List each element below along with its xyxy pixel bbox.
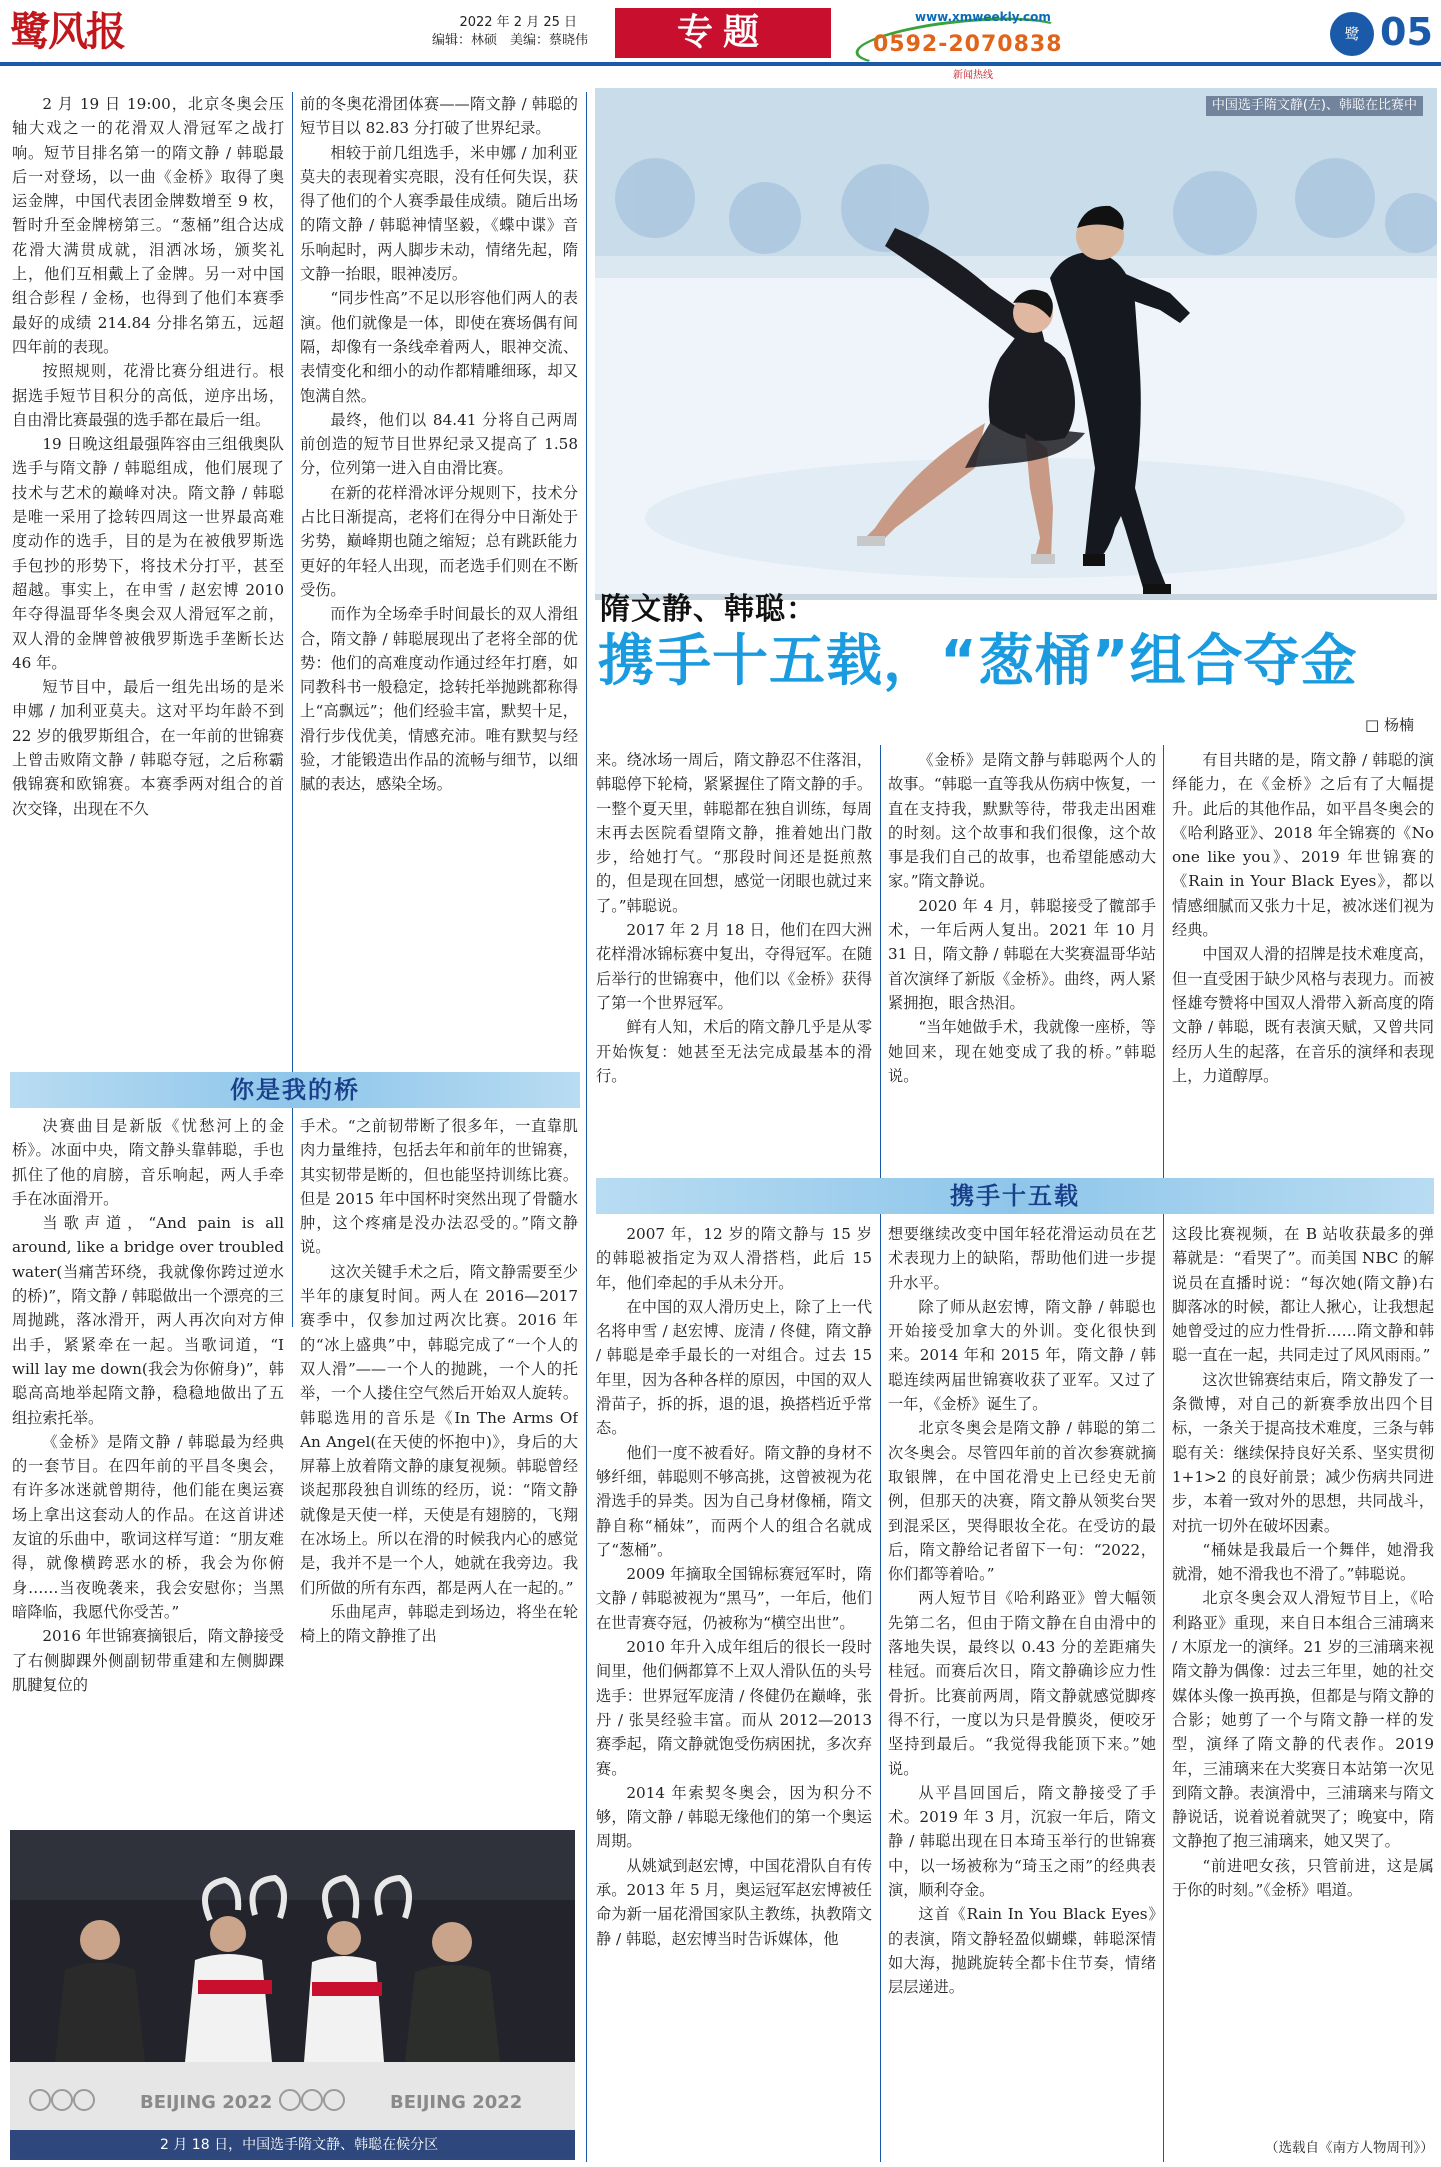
page-number: 05 <box>1380 10 1433 54</box>
bottom-photo-caption: 2 月 18 日，中国选手隋文静、韩聪在候分区 <box>10 2130 575 2160</box>
article-column-1-top <box>12 92 284 1067</box>
paragraph: 从姚斌到赵宏博，中国花滑队自有传承。2013 年 5 月，奥运冠军赵宏博被任命为新一届花滑国家队主教练，执教隋文静 / 韩聪，赵宏博当时告诉媒体，他 <box>596 1856 872 1948</box>
paragraph: 这段比赛视频，在 B 站收获最多的弹幕就是：“看哭了”。而美国 NBC 的解说员在直播时说：“每次她(隋文静)右脚落冰的时候，都让人揪心，让我想起她曾受过的应力性骨折……隋文静和韩聪一直在一起，共同走过了风风雨雨。” <box>1172 1225 1434 1365</box>
paragraph: “桶妹是我最后一个舞伴，她滑我就滑，她不滑我也不滑了。”韩聪说。 <box>1172 1540 1434 1584</box>
page-badge: 鹭 <box>1330 12 1374 56</box>
top-photo <box>595 88 1437 600</box>
bottom-photo <box>10 1830 575 2160</box>
section-banner: 专题 <box>615 8 831 58</box>
article-column-2-top <box>300 92 578 1067</box>
paragraph: 北京冬奥会双人滑短节目上，《哈利路亚》重现，来自日本组合三浦璃来 / 木原龙一的演绎。21 岁的三浦璃来视隋文静为偶像：过去三年里，她的社交媒体头像一换再换，但都是与隋文静的合影；她剪了一个与隋文静一样的发型，演绎了隋文静的代表作。2019 年，三浦璃来在大奖赛日本站第一次见到隋文静。表演滑中，三浦璃来与隋文静说话，说着说着就哭了；晚宴中，隋文静抱了抱三浦璃来，她又哭了。 <box>1172 1589 1434 1851</box>
source-note: （选载自《南方人物周刊》） <box>1265 2140 1434 2156</box>
paragraph: 手术。“之前韧带断了很多年，一直靠肌肉力量维持，包括去年和前年的世锦赛，其实韧带是断的，但也能坚持训练比赛。但是 2015 年中国杯时突然出现了骨髓水肿，这个疼痛是没办法忍受的。”隋文静说。 <box>300 1117 578 1257</box>
paragraph: 相较于前几组选手，米申娜 / 加利亚莫夫的表现着实亮眼，没有任何失误，获得了他们的个人赛季最佳成绩。随后出场的隋文静 / 韩聪神情坚毅，《蝶中谍》音乐响起时，两人脚步未动，情绪先起，隋文静一抬眼，眼神凌厉。 <box>300 143 578 284</box>
paragraph: 中国双人滑的招牌是技术难度高，但一直受困于缺少风格与表现力。而被怪雄夸赞将中国双人滑带入新高度的隋文静 / 韩聪，既有表演天赋，又曾共同经历人生的起落，在音乐的演绎和表现上，力道醇厚。 <box>1172 945 1434 1085</box>
paragraph: 按照规则，花滑比赛分组进行。根据选手短节目积分的高低，逆序出场，自由滑比赛最强的选手都在最后一组。 <box>12 362 284 429</box>
paragraph: 当歌声道，“And pain is all around, like a bridge over troubled water(当痛苦环绕，我就像你跨过逆水的桥)”，隋文静 / 韩聪做出一个漂亮的三周抛跳，落冰滑开，两人再次向对方伸出手，紧紧牵在一起。当歌词道，“I will lay me down(我会为你俯身)”，韩聪高高地举起隋文静，稳稳地做出了五组拉索托举。 <box>12 1214 284 1427</box>
paragraph: 乐曲尾声，韩聪走到场边，将坐在轮椅上的隋文静推了出 <box>300 1602 578 1646</box>
paragraph: 除了师从赵宏博，隋文静 / 韩聪也开始接受加拿大的外训。变化很快到来。2014 年和 2015 年，隋文静 / 韩聪连续两届世锦赛收获了亚军。又过了一年，《金桥》诞生了。 <box>888 1297 1156 1414</box>
paragraph: 前的冬奥花滑团体赛——隋文静 / 韩聪的短节目以 82.83 分打破了世界纪录。 <box>300 95 578 138</box>
paragraph: 2007 年，12 岁的隋文静与 15 岁的韩聪被指定为双人滑搭档，此后 15 年，他们牵起的手从未分开。 <box>596 1225 872 1292</box>
paragraph: 2009 年摘取全国锦标赛冠军时，隋文静 / 韩聪被视为“黑马”，一年后，他们在世青赛夺冠，仍被称为“横空出世”。 <box>596 1565 872 1632</box>
article-column-3-bottom <box>596 1222 872 2162</box>
paragraph: 北京冬奥会是隋文静 / 韩聪的第二次冬奥会。尽管四年前的首次参赛就摘取银牌，在中国花滑史上已经史无前例，但那天的决赛，隋文静从领奖台哭到混采区，哭得眼妆全花。在受访的最后，隋文静给记者留下一句：“2022，你们都等着哈。” <box>888 1419 1156 1584</box>
editor-credits: 编辑：林硕 美编：蔡晓伟 <box>432 33 589 48</box>
paragraph: 从平昌回国后，隋文静接受了手术。2019 年 3 月，沉寂一年后，隋文静 / 韩聪出现在日本琦玉举行的世锦赛中，以一场被称为“琦玉之雨”的经典表演，顺利夺金。 <box>888 1783 1156 1900</box>
paragraph: 最终，他们以 84.41 分将自己两周前创造的短节目世界纪录又提高了 1.58 分，位列第一进入自由滑比赛。 <box>300 410 578 478</box>
paragraph: 他们一度不被看好。隋文静的身材不够纤细，韩聪则不够高挑，这曾被视为花滑选手的异类。因为自己身材像桶，隋文静自称“桶妹”，而两个人的组合名就成了“葱桶”。 <box>596 1443 872 1559</box>
paragraph: “前进吧女孩，只管前进，这是属于你的时刻。”《金桥》唱道。 <box>1172 1856 1434 1900</box>
hotline-block <box>855 10 1085 82</box>
paragraph: 2017 年 2 月 18 日，他们在四大洲花样滑冰锦标赛中复出，夺得冠军。在随后举行的世锦赛中，他们以《金桥》获得了第一个世界冠军。 <box>596 921 872 1012</box>
hotline-label: 新闻热线 <box>953 70 993 81</box>
paragraph: 鲜有人知，术后的隋文静几乎是从零开始恢复：她甚至无法完成最基本的滑行。 <box>596 1018 872 1085</box>
paragraph: 19 日晚这组最强阵容由三组俄奥队选手与隋文静 / 韩聪组成，他们展现了技术与艺术的巅峰对决。隋文静 / 韩聪是唯一采用了捻转四周这一世界最高难度动作的选手，目的是为在被俄罗斯选手包抄的形势下，将技术分打平，甚至超越。事实上，在申雪 / 赵宏博 2010 年夺得温哥华冬奥会双人滑冠军之前，双人滑的金牌曾被俄罗斯选手垄断长达 46 年。 <box>12 435 284 672</box>
paragraph: 这首《Rain In You Black Eyes》的表演，隋文静轻盈似蝴蝶，韩聪深情如大海，抛跳旋转全都卡住节奏，情绪层层递进。 <box>888 1905 1156 1997</box>
column-divider <box>292 92 293 1327</box>
headline-title: 携手十五载，“葱桶”组合夺金 <box>598 629 1358 694</box>
paragraph: 有目共睹的是，隋文静 / 韩聪的演绎能力，在《金桥》之后有了大幅提升。此后的其他作品，如平昌冬奥会的《哈利路亚》、2018 年全锦赛的《No one like you》、2019 年世锦赛的《Rain in Your Black Eyes》，都以情感细腻而又张力十足，被冰迷们视为经典。 <box>1172 751 1434 940</box>
header-rule <box>0 62 1441 66</box>
backdrop-text: BEIJING 2022 <box>140 2092 273 2113</box>
paragraph: 决赛曲目是新版《忧愁河上的金桥》。冰面中央，隋文静头靠韩聪，手也抓住了他的肩膀，音乐响起，两人手牵手在冰面滑开。 <box>12 1117 284 1208</box>
paragraph: 《金桥》是隋文静 / 韩聪最为经典的一套节目。在四年前的平昌冬奥会，有许多冰迷就曾期待，他们能在奥运赛场上拿出这套动人的作品。在这首讲述友谊的乐曲中，歌词这样写道：“朋友难得，就像横跨恶水的桥，我会为你俯身……当夜晚袭来，我会安慰你；当黑暗降临，我愿代你受苦。” <box>12 1432 284 1621</box>
dateline <box>432 14 588 50</box>
paragraph: 2020 年 4 月，韩聪接受了髋部手术，一年后两人复出。2021 年 10 月 31 日，隋文静 / 韩聪在大奖赛温哥华站首次演绎了新版《金桥》。曲终，两人紧紧拥抱，眼含热泪。 <box>888 896 1156 1012</box>
website-link[interactable]: www.xmweekly.com <box>915 10 1051 24</box>
paragraph: 短节目中，最后一组先出场的是米申娜 / 加利亚莫夫。这对平均年龄不到 22 岁的俄罗斯组合，在一年前的世锦赛上曾击败隋文静 / 韩聪夺冠，之后称霸俄锦赛和欧锦赛。本赛季两对组合的首次交锋，出现在不久 <box>12 678 284 818</box>
paragraph: 而作为全场牵手时间最长的双人滑组合，隋文静 / 韩聪展现出了老将全部的优势：他们的高难度动作通过经年打磨，如同教科书一般稳定，捻转托举抛跳都称得上“高飘远”；他们经验丰富，默契十足，滑行步伐优美，情感充沛。唯有默契与经验，才能锻造出作品的流畅与细节，以细腻的表达，感染全场。 <box>300 605 578 794</box>
column-divider <box>1163 745 1164 2162</box>
issue-date: 2022 年 2 月 25 日 <box>459 15 577 30</box>
article-column-4-bottom <box>888 1222 1156 2162</box>
column-divider <box>586 92 587 2162</box>
paragraph: 2 月 19 日 19:00，北京冬奥会压轴大戏之一的花滑双人滑冠军之战打响。短节目排名第一的隋文静 / 韩聪最后一对登场，以一曲《金桥》取得了奥运金牌，中国代表团金牌数增至 9 枚，暂时升至金牌榜第三。“葱桶”组合达成花滑大满贯成就，泪洒冰场，颁奖礼上，他们互相戴上了金牌。另一对中国组合彭程 / 金杨，也得到了他们本赛季最好的成绩 214.84 分排名第五，远超四年前的表现。 <box>12 95 284 356</box>
section-heading-fifteen-years: 携手十五载 <box>596 1178 1434 1214</box>
article-column-1-mid <box>12 1114 284 1822</box>
headline-kicker: 隋文静、韩聪： <box>600 592 817 627</box>
paragraph: 在中国的双人滑历史上，除了上一代名将申雪 / 赵宏博、庞清 / 佟健，隋文静 / 韩聪是牵手最长的一对组合。过去 15 年里，因为各种各样的原因，中国的双人滑苗子，拆的拆，退的退，换搭档近乎常态。 <box>596 1297 872 1438</box>
backdrop-text: BEIJING 2022 <box>390 2092 523 2113</box>
article-column-4-mid <box>888 748 1156 1168</box>
column-divider <box>880 745 881 2162</box>
byline: □ 杨楠 <box>1365 716 1414 734</box>
skating-pair-illustration <box>595 88 1437 600</box>
article-column-5-bottom <box>1172 1222 1434 2132</box>
paragraph: 在新的花样滑冰评分规则下，技术分占比日渐提高，老将们在得分中日渐处于劣势，巅峰期也随之缩短；总有跳跃能力更好的年轻人出现，而老选手们则在不断受伤。 <box>300 483 578 599</box>
paragraph: 两人短节目《哈利路亚》曾大幅领先第二名，但由于隋文静在自由滑中的落地失误，最终以 0.43 分的差距痛失桂冠。而赛后次日，隋文静确诊应力性骨折。比赛前两周，隋文静就感觉脚疼得不行，一度以为只是骨膜炎，便咬牙坚持到最后。“我觉得我能顶下来。”她说。 <box>888 1589 1156 1778</box>
page-number-block <box>1330 8 1435 56</box>
masthead-logo: 鹭风报 <box>10 8 124 55</box>
paragraph: 《金桥》是隋文静与韩聪两个人的故事。“韩聪一直等我从伤病中恢复，一直在支持我，默默等待，带我走出困难的时刻。这个故事和我们很像，这个故事是我们自己的故事，也希望能感动大家。”隋文静说。 <box>888 751 1156 891</box>
paragraph: 2010 年升入成年组后的很长一段时间里，他们俩都算不上双人滑队伍的头号选手：世界冠军庞清 / 佟健仍在巅峰，张丹 / 张昊经验丰富。而从 2012—2013 赛季起，隋文静就饱受伤病困扰，多次弃赛。 <box>596 1638 872 1778</box>
article-column-5-mid <box>1172 748 1434 1168</box>
paragraph: 这次世锦赛结束后，隋文静发了一条微博，对自己的新赛季放出四个目标，一条关于提高技术难度，三条与韩聪有关：继续保持良好关系、坚实贯彻 1+1>2 的良好前景；减少伤病共同进步，本着一致对外的思想，共同战斗，对抗一切外在破坏因素。 <box>1172 1370 1434 1535</box>
paragraph: 2014 年索契冬奥会，因为积分不够，隋文静 / 韩聪无缘他们的第一个奥运周期。 <box>596 1783 872 1851</box>
section-heading-bridge: 你是我的桥 <box>10 1072 580 1108</box>
paragraph: 来。绕冰场一周后，隋文静忍不住落泪，韩聪停下轮椅，紧紧握住了隋文静的手。一整个夏天里，韩聪都在独自训练，每周末再去医院看望隋文静，推着她出门散步，给她打气。“那段时间还是挺煎熬的，但是现在回想，感觉一闭眼也就过来了。”韩聪说。 <box>596 751 872 915</box>
paragraph: 这次关键手术之后，隋文静需要至少半年的康复时间。两人在 2016—2017 赛季中，仅参加过两次比赛。2016 年的“冰上盛典”中，韩聪完成了“一个人的双人滑”——一个人的抛跳，一个人的托举，一个人搂住空气然后开始双人旋转。韩聪选用的音乐是《In The Arms Of An Angel(在天使的怀抱中)》，身后的大屏幕上放着隋文静的康复视频。韩聪曾经谈起那段独自训练的经历，说：“隋文静就像是天使一样，天使是有翅膀的，飞翔在冰场上。所以在滑的时候我内心的感觉是，我并不是一个人，她就在我旁边。我们所做的所有东西，都是两人在一起的。” <box>300 1262 578 1597</box>
hotline-number: 0592-2070838 <box>873 32 1063 57</box>
paragraph: “当年她做手术，我就像一座桥，等她回来，现在她变成了我的桥。”韩聪说。 <box>888 1018 1156 1085</box>
top-photo-caption: 中国选手隋文静(左)、韩聪在比赛中 <box>1206 96 1423 116</box>
article-column-2-mid <box>300 1114 578 1822</box>
kiss-and-cry-illustration <box>10 1830 575 2160</box>
paragraph: 想要继续改变中国年轻花滑运动员在艺术表现力上的缺陷，帮助他们进一步提升水平。 <box>888 1225 1156 1292</box>
paragraph: “同步性高”不足以形容他们两人的表演。他们就像是一体，即使在赛场偶有间隔，却像有一条线牵着两人，眼神交流、表情变化和细小的动作都精雕细琢，却又饱满自然。 <box>300 289 578 405</box>
article-column-3-mid <box>596 748 872 1168</box>
paragraph: 2016 年世锦赛摘银后，隋文静接受了右侧脚踝外侧副韧带重建和左侧脚踝肌腱复位的 <box>12 1627 284 1694</box>
